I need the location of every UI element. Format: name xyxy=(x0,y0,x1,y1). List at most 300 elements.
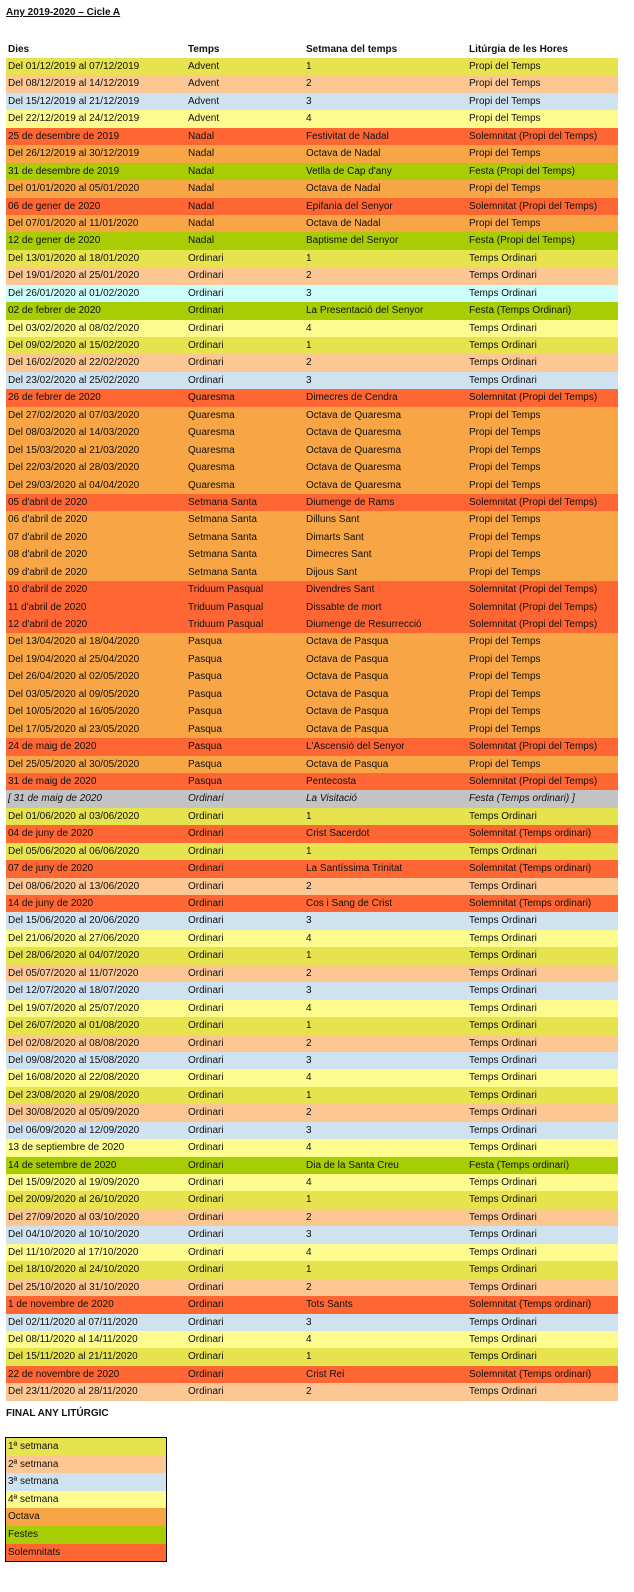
cell-dies: Del 12/07/2020 al 18/07/2020 xyxy=(8,985,140,997)
table-row xyxy=(6,668,618,685)
table-row xyxy=(6,633,618,650)
cell-temps: Nadal xyxy=(188,235,215,247)
cell-liturgia: Propi del Temps xyxy=(469,566,541,578)
cell-setmana: 4 xyxy=(306,1142,312,1154)
cell-temps: Ordinari xyxy=(188,1124,224,1136)
cell-liturgia: Festa (Temps ordinari) ] xyxy=(469,793,575,805)
cell-liturgia: Propi del Temps xyxy=(469,427,541,439)
cell-liturgia: Solemnitat (Temps ordinari) xyxy=(469,863,592,875)
cell-dies: 24 de maig de 2020 xyxy=(8,741,97,753)
cell-dies: 1 de novembre de 2020 xyxy=(8,1299,114,1311)
cell-temps: Ordinari xyxy=(188,1299,224,1311)
legend-label: Solemnitats xyxy=(8,1546,61,1558)
table-row xyxy=(6,1366,618,1383)
cell-dies: Del 15/11/2020 al 21/11/2020 xyxy=(8,1351,138,1363)
cell-liturgia: Propi del Temps xyxy=(469,148,541,160)
cell-dies: 06 de gener de 2020 xyxy=(8,200,101,212)
cell-dies: 05 d'abril de 2020 xyxy=(8,496,88,508)
legend-label: 3ª setmana xyxy=(8,1476,59,1488)
table-row xyxy=(6,1052,618,1069)
table-row xyxy=(6,232,618,249)
legend-item xyxy=(6,1508,166,1526)
cell-liturgia: Temps Ordinari xyxy=(469,1177,537,1188)
cell-setmana: La Santíssima Trinitat xyxy=(306,863,403,875)
cell-temps: Setmana Santa xyxy=(188,531,257,543)
table-row xyxy=(6,1348,618,1365)
table-row xyxy=(6,198,618,215)
cell-dies: 12 d'abril de 2020 xyxy=(8,619,88,630)
cell-dies: Del 16/02/2020 al 22/02/2020 xyxy=(8,357,140,369)
cell-liturgia: Solemnitat (Propi del Temps) xyxy=(469,775,598,787)
cell-liturgia: Temps Ordinari xyxy=(469,1020,537,1032)
table-row xyxy=(6,1104,618,1121)
cell-temps: Ordinari xyxy=(188,252,224,264)
cell-liturgia: Propi del Temps xyxy=(469,217,541,229)
cell-liturgia: Temps Ordinari xyxy=(469,1107,537,1119)
cell-setmana: Diumenge de Resurrecció xyxy=(306,619,422,630)
table-row xyxy=(6,686,618,703)
cell-temps: Nadal xyxy=(188,183,215,195)
cell-temps: Ordinari xyxy=(188,863,224,875)
cell-liturgia: Propi del Temps xyxy=(469,78,541,90)
cell-dies: Del 18/10/2020 al 24/10/2020 xyxy=(8,1264,140,1276)
table-row xyxy=(6,616,618,633)
cell-temps: Ordinari xyxy=(188,1229,224,1241)
cell-dies: Del 23/02/2020 al 25/02/2020 xyxy=(8,374,140,386)
cell-setmana: Octava de Pasqua xyxy=(306,688,389,700)
table-row xyxy=(6,145,618,162)
table-row xyxy=(6,250,618,267)
cell-setmana: 4 xyxy=(306,1002,312,1014)
table-row xyxy=(6,1279,618,1296)
cell-setmana: 1 xyxy=(306,1351,312,1363)
table-row xyxy=(6,302,618,319)
table-row xyxy=(6,1314,618,1331)
table-row xyxy=(6,389,618,406)
cell-dies: 07 d'abril de 2020 xyxy=(8,531,88,543)
cell-dies: 22 de novembre de 2020 xyxy=(8,1368,120,1380)
cell-liturgia: Solemnitat (Propi del Temps) xyxy=(469,200,598,212)
cell-setmana: 3 xyxy=(306,287,312,299)
cell-dies: Del 21/06/2020 al 27/06/2020 xyxy=(8,932,140,944)
cell-dies: Del 11/10/2020 al 17/10/2020 xyxy=(8,1246,139,1258)
cell-dies: Del 19/01/2020 al 25/01/2020 xyxy=(8,270,140,282)
cell-dies: Del 02/08/2020 al 08/08/2020 xyxy=(8,1037,140,1049)
cell-setmana: Dia de la Santa Creu xyxy=(306,1159,399,1171)
cell-temps: Ordinari xyxy=(188,1386,224,1398)
cell-liturgia: Temps Ordinari xyxy=(469,1194,537,1206)
cell-temps: Ordinari xyxy=(188,898,224,909)
cell-liturgia: Temps Ordinari xyxy=(469,270,537,282)
table-row xyxy=(6,1209,618,1226)
cell-temps: Quaresma xyxy=(188,462,235,474)
cell-dies: Del 09/08/2020 al 15/08/2020 xyxy=(8,1054,140,1066)
table-row xyxy=(6,424,618,441)
cell-dies: 31 de maig de 2020 xyxy=(8,775,97,787)
cell-dies: 04 de juny de 2020 xyxy=(8,828,94,840)
cell-temps: Quaresma xyxy=(188,444,235,456)
cell-dies: Del 04/10/2020 al 10/10/2020 xyxy=(8,1229,140,1241)
cell-temps: Pasqua xyxy=(188,636,222,648)
cell-liturgia: Propi del Temps xyxy=(469,549,541,561)
cell-liturgia: Solemnitat (Temps ordinari) xyxy=(469,828,592,840)
cell-dies: Del 19/07/2020 al 25/07/2020 xyxy=(8,1002,140,1014)
cell-liturgia: Propi del Temps xyxy=(469,688,541,700)
cell-liturgia: Propi del Temps xyxy=(469,531,541,543)
cell-setmana: Festivitat de Nadal xyxy=(306,130,389,142)
table-row xyxy=(6,738,618,755)
cell-liturgia: Temps Ordinari xyxy=(469,1351,537,1363)
cell-dies: 10 d'abril de 2020 xyxy=(8,584,88,596)
cell-dies: 14 de setembre de 2020 xyxy=(8,1159,117,1171)
cell-temps: Ordinari xyxy=(188,1037,224,1049)
cell-dies: Del 20/09/2020 al 26/10/2020 xyxy=(8,1194,140,1206)
cell-liturgia: Festa (Propi del Temps) xyxy=(469,235,575,247)
header-temps: Temps xyxy=(188,44,220,55)
cell-setmana: 4 xyxy=(306,1072,312,1084)
cell-setmana: Cos i Sang de Crist xyxy=(306,898,393,909)
cell-dies: Del 26/01/2020 al 01/02/2020 xyxy=(8,287,140,299)
cell-liturgia: Temps Ordinari xyxy=(469,1264,537,1276)
table-row xyxy=(6,93,618,110)
cell-setmana: Octava de Quaresma xyxy=(306,409,402,421)
cell-setmana: 3 xyxy=(306,95,312,107)
cell-liturgia: Temps Ordinari xyxy=(469,810,537,822)
table-row xyxy=(6,180,618,197)
cell-dies: Del 22/03/2020 al 28/03/2020 xyxy=(8,462,140,474)
cell-temps: Ordinari xyxy=(188,967,224,979)
table-row xyxy=(6,442,618,459)
table-row xyxy=(6,1017,618,1034)
cell-temps: Ordinari xyxy=(188,950,224,962)
cell-temps: Nadal xyxy=(188,165,215,177)
legend-item xyxy=(6,1456,166,1474)
cell-dies: Del 08/03/2020 al 14/03/2020 xyxy=(8,427,140,439)
cell-temps: Ordinari xyxy=(188,880,224,892)
cell-setmana: Octava de Nadal xyxy=(306,148,381,160)
cell-temps: Ordinari xyxy=(188,1142,224,1154)
cell-setmana: L'Ascensió del Senyor xyxy=(306,741,405,753)
cell-temps: Nadal xyxy=(188,130,215,142)
cell-temps: Pasqua xyxy=(188,653,222,665)
cell-setmana: 3 xyxy=(306,1316,312,1328)
cell-dies: 25 de desembre de 2019 xyxy=(8,130,120,142)
cell-liturgia: Temps Ordinari xyxy=(469,287,537,299)
cell-dies: Del 26/04/2020 al 02/05/2020 xyxy=(8,671,140,683)
cell-dies: Del 15/12/2019 al 21/12/2019 xyxy=(8,95,140,107)
cell-temps: Ordinari xyxy=(188,305,224,317)
cell-temps: Pasqua xyxy=(188,706,222,718)
cell-liturgia: Solemnitat (Propi del Temps) xyxy=(469,619,598,630)
cell-liturgia: Temps Ordinari xyxy=(469,252,537,264)
cell-setmana: Pentecosta xyxy=(306,775,357,787)
cell-dies: Del 03/05/2020 al 09/05/2020 xyxy=(8,688,140,700)
cell-dies: 14 de juny de 2020 xyxy=(8,898,94,909)
cell-temps: Ordinari xyxy=(188,1211,224,1223)
cell-liturgia: Temps Ordinari xyxy=(469,1333,537,1345)
cell-setmana: 4 xyxy=(306,322,312,334)
legend-label: 2ª setmana xyxy=(8,1458,59,1470)
cell-temps: Setmana Santa xyxy=(188,514,257,526)
cell-liturgia: Solemnitat (Temps ordinari) xyxy=(469,1368,592,1380)
page-title: Any 2019-2020 – Cicle A xyxy=(6,7,121,18)
cell-temps: Ordinari xyxy=(188,1107,224,1119)
cell-temps: Ordinari xyxy=(188,1089,224,1101)
cell-setmana: 4 xyxy=(306,1177,312,1188)
table-row xyxy=(6,721,618,738)
table-row xyxy=(6,1087,618,1104)
table-header xyxy=(6,42,618,56)
cell-dies: 26 de febrer de 2020 xyxy=(8,392,101,404)
cell-liturgia: Propi del Temps xyxy=(469,758,541,770)
cell-liturgia: Temps Ordinari xyxy=(469,1281,537,1293)
cell-dies: 08 d'abril de 2020 xyxy=(8,549,88,561)
cell-setmana: Octava de Quaresma xyxy=(306,444,402,456)
cell-temps: Ordinari xyxy=(188,1316,224,1328)
cell-temps: Ordinari xyxy=(188,810,224,822)
cell-setmana: 3 xyxy=(306,1124,312,1136)
cell-temps: Ordinari xyxy=(188,1159,224,1171)
cell-liturgia: Propi del Temps xyxy=(469,653,541,665)
cell-liturgia: Propi del Temps xyxy=(469,113,541,125)
cell-liturgia: Propi del Temps xyxy=(469,409,541,421)
cell-setmana: 2 xyxy=(306,270,312,282)
cell-setmana: 2 xyxy=(306,1211,312,1223)
cell-liturgia: Temps Ordinari xyxy=(469,1002,537,1014)
cell-temps: Pasqua xyxy=(188,671,222,683)
table-row xyxy=(6,808,618,825)
cell-setmana: Octava de Quaresma xyxy=(306,479,402,491)
cell-temps: Ordinari xyxy=(188,1368,224,1380)
cell-setmana: 2 xyxy=(306,880,312,892)
final-label: FINAL ANY LITÚRGIC xyxy=(6,1408,109,1419)
cell-liturgia: Temps Ordinari xyxy=(469,1054,537,1066)
cell-setmana: Octava de Quaresma xyxy=(306,427,402,439)
cell-setmana: Dijous Sant xyxy=(306,566,358,578)
cell-temps: Ordinari xyxy=(188,1054,224,1066)
cell-liturgia: Festa (Temps Ordinari) xyxy=(469,305,572,317)
cell-dies: Del 23/08/2020 al 29/08/2020 xyxy=(8,1089,140,1101)
cell-setmana: Octava de Quaresma xyxy=(306,462,402,474)
cell-dies: Del 02/11/2020 al 07/11/2020 xyxy=(8,1316,138,1328)
cell-setmana: 4 xyxy=(306,1246,312,1258)
cell-dies: Del 23/11/2020 al 28/11/2020 xyxy=(8,1386,138,1398)
cell-temps: Triduum Pasqual xyxy=(188,619,264,630)
cell-temps: Quaresma xyxy=(188,479,235,491)
table-row xyxy=(6,1244,618,1261)
color-legend xyxy=(5,1437,167,1562)
cell-setmana: Epifania del Senyor xyxy=(306,200,393,212)
cell-setmana: Baptisme del Senyor xyxy=(306,235,399,247)
cell-temps: Ordinari xyxy=(188,1194,224,1206)
cell-temps: Setmana Santa xyxy=(188,566,257,578)
cell-setmana: 1 xyxy=(306,1020,312,1032)
table-row xyxy=(6,1174,618,1191)
cell-temps: Nadal xyxy=(188,217,215,229)
cell-liturgia: Festa (Temps ordinari) xyxy=(469,1159,570,1171)
cell-setmana: 3 xyxy=(306,1054,312,1066)
cell-dies: [ 31 de maig de 2020 xyxy=(8,793,102,805)
cell-temps: Ordinari xyxy=(188,1333,224,1345)
cell-liturgia: Temps Ordinari xyxy=(469,845,537,857)
cell-setmana: 1 xyxy=(306,61,312,72)
table-row xyxy=(6,494,618,511)
cell-liturgia: Propi del Temps xyxy=(469,514,541,526)
legend-item xyxy=(6,1544,166,1562)
cell-dies: Del 13/04/2020 al 18/04/2020 xyxy=(8,636,140,648)
cell-temps: Ordinari xyxy=(188,1246,224,1258)
table-row xyxy=(6,163,618,180)
table-row xyxy=(6,1261,618,1278)
table-row xyxy=(6,599,618,616)
table-row xyxy=(6,1069,618,1086)
table-row xyxy=(6,947,618,964)
cell-temps: Ordinari xyxy=(188,287,224,299)
cell-dies: Del 26/07/2020 al 01/08/2020 xyxy=(8,1020,140,1032)
table-row xyxy=(6,982,618,999)
cell-dies: Del 27/09/2020 al 03/10/2020 xyxy=(8,1211,140,1223)
table-row xyxy=(6,285,618,302)
cell-liturgia: Propi del Temps xyxy=(469,706,541,718)
cell-dies: Del 01/12/2019 al 07/12/2019 xyxy=(8,61,140,72)
cell-setmana: Dimarts Sant xyxy=(306,531,364,543)
table-row xyxy=(6,267,618,284)
cell-liturgia: Propi del Temps xyxy=(469,95,541,107)
cell-liturgia: Propi del Temps xyxy=(469,183,541,195)
cell-temps: Ordinari xyxy=(188,793,224,805)
table-row xyxy=(6,546,618,563)
cell-temps: Ordinari xyxy=(188,270,224,282)
cell-temps: Ordinari xyxy=(188,985,224,997)
cell-liturgia: Solemnitat (Propi del Temps) xyxy=(469,741,598,753)
table-row xyxy=(6,372,618,389)
table-row xyxy=(6,895,618,912)
cell-setmana: 1 xyxy=(306,1089,312,1101)
cell-setmana: 2 xyxy=(306,1037,312,1049)
table-row xyxy=(6,564,618,581)
cell-liturgia: Temps Ordinari xyxy=(469,322,537,334)
cell-temps: Setmana Santa xyxy=(188,496,257,508)
cell-setmana: 4 xyxy=(306,932,312,944)
table-row xyxy=(6,1383,618,1400)
cell-temps: Nadal xyxy=(188,200,215,212)
cell-liturgia: Propi del Temps xyxy=(469,61,541,72)
legend-label: 1ª setmana xyxy=(8,1441,59,1452)
cell-liturgia: Solemnitat (Propi del Temps) xyxy=(469,584,598,596)
cell-dies: Del 01/01/2020 al 05/01/2020 xyxy=(8,183,140,195)
cell-setmana: Dilluns Sant xyxy=(306,514,360,526)
table-row xyxy=(6,651,618,668)
cell-temps: Triduum Pasqual xyxy=(188,584,264,596)
cell-setmana: La Presentació del Senyor xyxy=(306,305,424,317)
cell-setmana: Divendres Sant xyxy=(306,584,375,596)
cell-setmana: Tots Sants xyxy=(306,1299,353,1311)
table-row xyxy=(6,529,618,546)
cell-temps: Ordinari xyxy=(188,357,224,369)
cell-dies: 11 d'abril de 2020 xyxy=(8,601,87,613)
table-row xyxy=(6,912,618,929)
cell-temps: Ordinari xyxy=(188,374,224,386)
cell-liturgia: Temps Ordinari xyxy=(469,1316,537,1328)
cell-setmana: La Visitació xyxy=(306,793,357,805)
table-row xyxy=(6,58,618,75)
table-row xyxy=(6,878,618,895)
cell-temps: Ordinari xyxy=(188,915,224,927)
table-row xyxy=(6,773,618,790)
table-row xyxy=(6,1226,618,1243)
cell-liturgia: Temps Ordinari xyxy=(469,1072,537,1084)
cell-dies: Del 28/06/2020 al 04/07/2020 xyxy=(8,950,140,962)
cell-dies: Del 25/10/2020 al 31/10/2020 xyxy=(8,1281,140,1293)
cell-dies: Del 26/12/2019 al 30/12/2019 xyxy=(8,148,140,160)
cell-setmana: 1 xyxy=(306,950,312,962)
cell-liturgia: Solemnitat (Propi del Temps) xyxy=(469,601,598,613)
cell-dies: 09 d'abril de 2020 xyxy=(8,566,88,578)
cell-temps: Ordinari xyxy=(188,828,224,840)
cell-temps: Pasqua xyxy=(188,758,222,770)
cell-dies: 06 d'abril de 2020 xyxy=(8,514,88,526)
cell-temps: Pasqua xyxy=(188,723,222,735)
legend-item xyxy=(6,1491,166,1509)
cell-temps: Ordinari xyxy=(188,1177,224,1188)
cell-dies: Del 03/02/2020 al 08/02/2020 xyxy=(8,322,140,334)
cell-dies: Del 13/01/2020 al 18/01/2020 xyxy=(8,252,140,264)
table-row xyxy=(6,407,618,424)
cell-dies: Del 09/02/2020 al 15/02/2020 xyxy=(8,340,140,351)
table-row xyxy=(6,1139,618,1156)
cell-setmana: 1 xyxy=(306,1264,312,1276)
cell-dies: Del 10/05/2020 al 16/05/2020 xyxy=(8,706,140,718)
table-row xyxy=(6,477,618,494)
cell-setmana: 3 xyxy=(306,915,312,927)
cell-setmana: 2 xyxy=(306,357,312,369)
cell-setmana: 1 xyxy=(306,810,312,822)
cell-liturgia: Solemnitat (Temps ordinari) xyxy=(469,898,592,909)
cell-dies: Del 17/05/2020 al 23/05/2020 xyxy=(8,723,140,735)
cell-dies: Del 25/05/2020 al 30/05/2020 xyxy=(8,758,140,770)
table-row xyxy=(6,860,618,877)
table-row xyxy=(6,1191,618,1208)
cell-setmana: Dimecres de Cendra xyxy=(306,392,398,404)
cell-liturgia: Temps Ordinari xyxy=(469,340,537,351)
table-row xyxy=(6,965,618,982)
cell-setmana: 3 xyxy=(306,985,312,997)
table-row xyxy=(6,1122,618,1139)
cell-dies: Del 05/07/2020 al 11/07/2020 xyxy=(8,967,139,979)
table-row xyxy=(6,1157,618,1174)
cell-temps: Advent xyxy=(188,78,220,90)
cell-liturgia: Temps Ordinari xyxy=(469,1142,537,1154)
cell-temps: Ordinari xyxy=(188,1020,224,1032)
legend-item xyxy=(6,1473,166,1491)
legend-label: Festes xyxy=(8,1528,39,1540)
cell-liturgia: Temps Ordinari xyxy=(469,1037,537,1049)
cell-temps: Ordinari xyxy=(188,1264,224,1276)
legend-item xyxy=(6,1438,166,1456)
cell-dies: Del 16/08/2020 al 22/08/2020 xyxy=(8,1072,140,1084)
table-row xyxy=(6,459,618,476)
cell-dies: Del 01/06/2020 al 03/06/2020 xyxy=(8,810,140,822)
cell-setmana: 2 xyxy=(306,967,312,979)
cell-temps: Advent xyxy=(188,61,220,72)
cell-setmana: Octava de Pasqua xyxy=(306,706,389,718)
cell-liturgia: Propi del Temps xyxy=(469,723,541,735)
cell-liturgia: Temps Ordinari xyxy=(469,1124,537,1136)
cell-liturgia: Temps Ordinari xyxy=(469,932,537,944)
cell-liturgia: Propi del Temps xyxy=(469,479,541,491)
cell-setmana: 1 xyxy=(306,1194,312,1206)
cell-liturgia: Temps Ordinari xyxy=(469,1246,537,1258)
